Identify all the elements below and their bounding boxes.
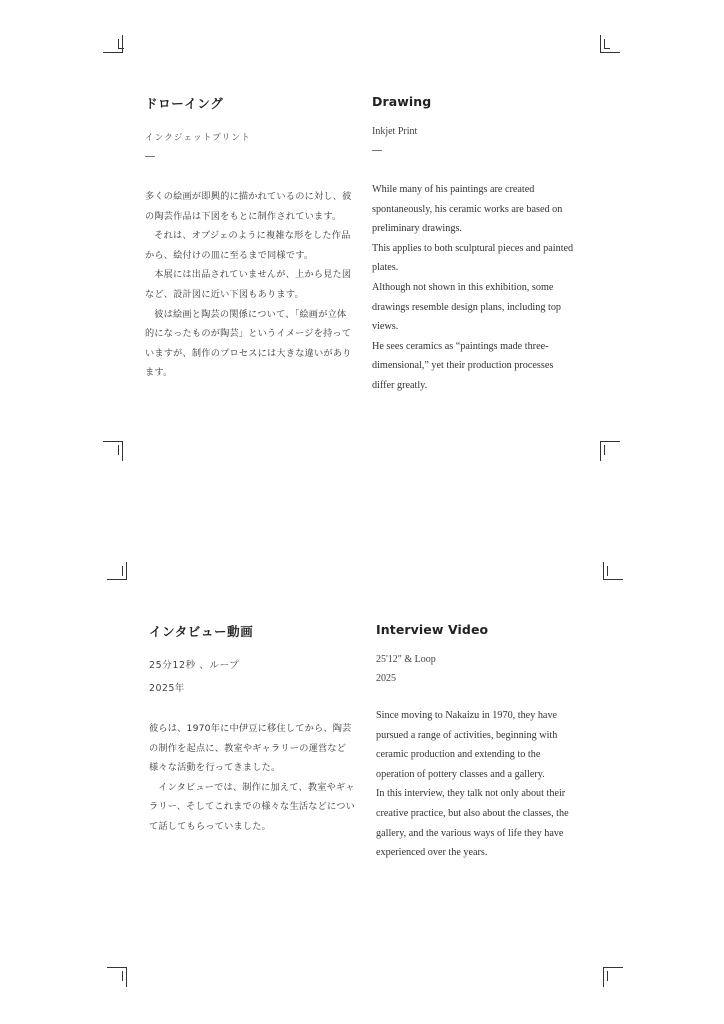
drawing-body-ja-p4: 彼は絵画と陶芸の関係について、「絵画が立体的になったものが陶芸」というイメージを持っていますが、制作のプロセスには大きな違いがあります。 [145,308,352,379]
interview-column-ja [149,622,359,837]
drawing-dash-ja [145,156,155,157]
drawing-title-ja: ドローイング [145,96,224,111]
crop-mark-mid-right-lower [603,562,625,584]
drawing-body-en-p4: He sees ceramics as “paintings made three-dimensional,” yet their production processes differ greatly. [372,340,554,391]
crop-mark-mid-left-upper [103,441,125,463]
drawing-title-en: Drawing [372,94,432,109]
crop-mark-mid-right-upper [600,441,622,463]
interview-year-ja: 2025年 [149,683,185,694]
interview-body-ja [149,719,359,837]
crop-mark-top-right [600,35,622,57]
interview-duration-ja: 25分12秒 、ループ [149,660,240,671]
interview-body-en-p2: In this interview, they talk not only about their creative practice, but also about the classes, the gallery, and the various ways of life they have experienced over the years. [376,788,569,859]
drawing-body-en [372,180,577,396]
interview-duration-en: 25'12" & Loop [376,654,436,665]
interview-title-ja: インタビュー動画 [149,624,254,639]
interview-column-en [376,622,578,863]
crop-mark-bottom-right [603,967,625,989]
drawing-dash-en [372,150,382,151]
drawing-body-ja-p2: それは、オブジェのように複雑な形をした作品から、絵付けの皿に至るまで同様です。 [145,230,351,261]
interview-year-en: 2025 [376,673,396,684]
drawing-body-ja-p1: 多くの絵画が即興的に描かれているのに対し、彼の陶芸作品は下図をもとに制作されています。 [145,191,352,222]
drawing-body-ja-p3: 本展には出品されていませんが、上から見た図など、設計図に近い下図もあります。 [145,269,352,300]
crop-mark-bottom-left [107,967,129,989]
interview-body-en [376,706,578,863]
crop-mark-top-left [103,35,125,57]
drawing-body-ja [145,187,355,383]
drawing-body-en-p2: This applies to both sculptural pieces and painted plates. [372,242,574,274]
interview-body-ja-p2: インタビューでは、制作に加えて、教室やギャラリー、そしてこれまでの様々な生活などについて話してもらっていました。 [149,781,355,832]
drawing-body-en-p3: Although not shown in this exhibition, some drawings resemble design plans, including top views. [372,281,562,333]
drawing-medium-en: Inkjet Print [372,126,418,137]
crop-mark-mid-left-lower [107,562,129,584]
interview-body-ja-p1: 彼らは、1970年に中伊豆に移住してから、陶芸の制作を起点に、教室やギャラリーの運営など様々な活動を行ってきました。 [149,723,352,774]
interview-title-en: Interview Video [376,622,489,637]
drawing-column-ja [145,94,355,383]
drawing-medium-ja: インクジェットプリント [145,133,251,143]
drawing-body-en-p1: While many of his paintings are created spontaneously, his ceramic works are based on preliminary drawings. [372,184,563,235]
interview-body-en-p1: Since moving to Nakaizu in 1970, they have pursued a range of activities, beginning with ceramic production and extending to the operation of pottery classes and a gallery. [376,710,558,780]
drawing-column-en [372,94,577,396]
